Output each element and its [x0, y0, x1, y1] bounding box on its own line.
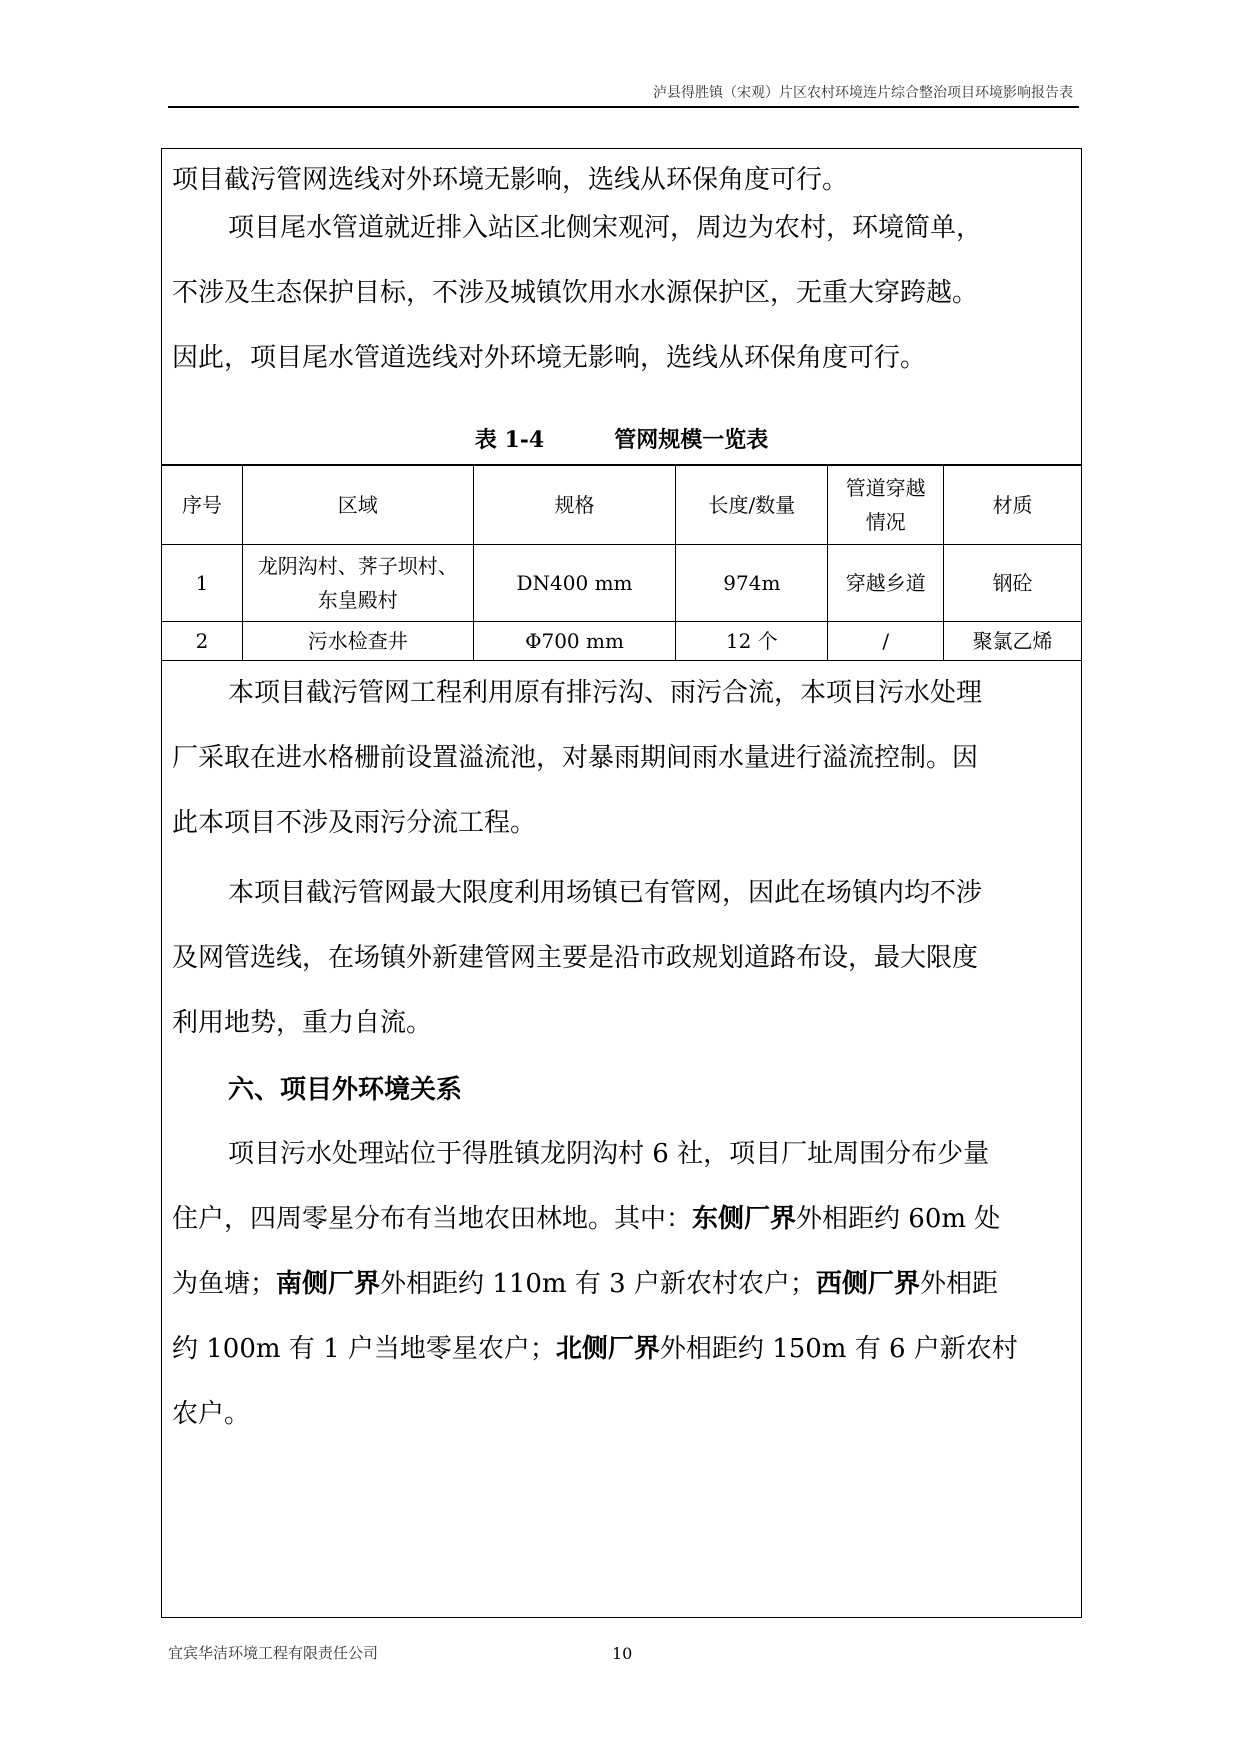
pipe-network-table [161, 464, 1082, 661]
header-no: 序号 [162, 465, 243, 545]
paragraph-4-line-2: 及网管选线，在场镇外新建管网主要是沿市政规划道路布设，最大限度 [172, 943, 979, 973]
header-crossing [828, 465, 944, 545]
west-boundary-label: 西侧厂界 [815, 1269, 920, 1299]
cell-material: 钢砼 [944, 545, 1082, 622]
cell-material: 聚氯乙烯 [944, 622, 1082, 661]
cell-area: 污水检查井 [242, 622, 473, 661]
table-caption-title: 管网规模一览表 [614, 427, 769, 453]
paragraph-5-line-3 [172, 1252, 1072, 1317]
table-header-row [162, 465, 1082, 545]
page-number: 10 [612, 1644, 633, 1663]
page-header [168, 82, 1079, 108]
paragraph-2-line-3: 因此，项目尾水管道选线对外环境无影响，选线从环保角度可行。 [172, 343, 927, 373]
header-area: 区域 [242, 465, 473, 545]
table-row [162, 622, 1082, 661]
header-crossing-line-1: 管道穿越 [845, 476, 926, 500]
paragraph-3-line-2: 厂采取在进水格栅前设置溢流池，对暴雨期间雨水量进行溢流控制。因 [172, 743, 979, 773]
paragraph-4 [172, 861, 1072, 1056]
table-caption-number: 表 1-4 [474, 427, 545, 453]
footer-company: 宜宾华洁环境工程有限责任公司 [168, 1644, 379, 1662]
north-boundary-label: 北侧厂界 [555, 1334, 660, 1364]
text-run: 外相距约 110m 有 3 户新农村农户； [380, 1269, 816, 1299]
paragraph-1-line-1: 项目截污管网选线对外环境无影响，选线从环保角度可行。 [172, 165, 849, 195]
header-length: 长度/数量 [676, 465, 828, 545]
header-spec: 规格 [473, 465, 676, 545]
section-heading: 六、项目外环境关系 [228, 1075, 463, 1105]
cell-length: 974m [676, 545, 828, 622]
text-run: 外相距约 150m 有 6 户新农村 [659, 1334, 1018, 1364]
text-run: 为鱼塘； [172, 1269, 277, 1299]
paragraph-5-line-1: 项目污水处理站位于得胜镇龙阴沟村 6 社，项目厂址周围分布少量 [228, 1139, 990, 1169]
cell-area [242, 545, 473, 622]
table-caption [161, 418, 1082, 462]
cell-area-line-1: 龙阴沟村、荠子坝村、 [257, 554, 458, 578]
text-run: 外相距 [919, 1269, 998, 1299]
paragraph-4-line-1: 本项目截污管网最大限度利用场镇已有管网，因此在场镇内均不涉 [228, 878, 983, 908]
text-run: 住户，四周零星分布有当地农田林地。其中： [172, 1204, 693, 1234]
paragraph-5-line-2 [172, 1187, 1072, 1252]
header-crossing-line-2: 情况 [865, 510, 906, 534]
cell-length: 12 个 [676, 622, 828, 661]
cell-no: 1 [162, 545, 243, 622]
paragraph-5-line-4 [172, 1317, 1072, 1382]
cell-no: 2 [162, 622, 243, 661]
paragraph-2 [172, 196, 1072, 391]
text-run: 约 100m 有 1 户当地零星农户； [172, 1334, 556, 1364]
cell-crossing: / [828, 622, 944, 661]
east-boundary-label: 东侧厂界 [692, 1204, 797, 1234]
paragraph-5 [172, 1122, 1072, 1447]
cell-spec: DN400 mm [473, 545, 676, 622]
paragraph-3-line-3: 此本项目不涉及雨污分流工程。 [172, 808, 537, 838]
header-material: 材质 [944, 465, 1082, 545]
cell-area-line-2: 东皇殿村 [317, 588, 398, 612]
cell-crossing: 穿越乡道 [828, 545, 944, 622]
paragraph-4-line-3: 利用地势，重力自流。 [172, 1008, 433, 1038]
paragraph-3-line-1: 本项目截污管网工程利用原有排污沟、雨污合流，本项目污水处理 [228, 678, 983, 708]
table-row [162, 545, 1082, 622]
paragraph-2-line-1: 项目尾水管道就近排入站区北侧宋观河，周边为农村，环境简单， [228, 213, 983, 243]
paragraph-5-line-5: 农户。 [172, 1399, 251, 1429]
south-boundary-label: 南侧厂界 [276, 1269, 381, 1299]
cell-spec: Φ700 mm [473, 622, 676, 661]
paragraph-2-line-2: 不涉及生态保护目标，不涉及城镇饮用水水源保护区，无重大穿跨越。 [172, 278, 979, 308]
header-title: 泸县得胜镇（宋观）片区农村环境连片综合整治项目环境影响报告表 [653, 85, 1073, 101]
paragraph-3 [172, 661, 1072, 856]
text-run: 外相距约 60m 处 [796, 1204, 1001, 1234]
